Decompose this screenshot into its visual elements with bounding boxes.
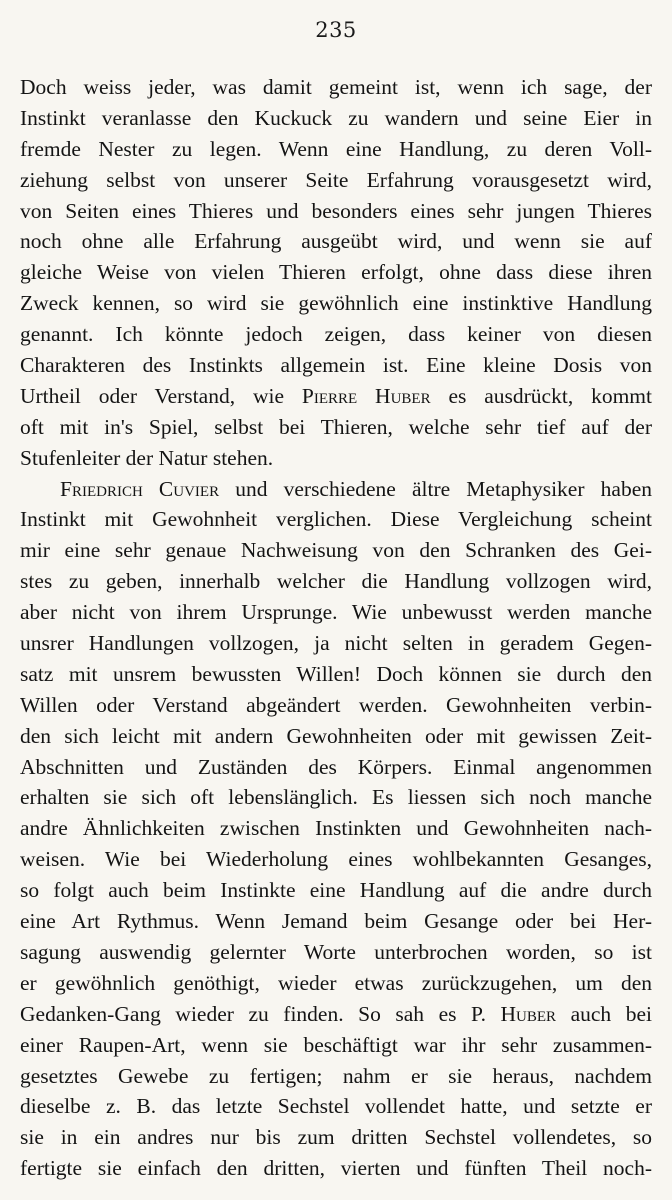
text-line: so folgt auch beim Instinkte eine Handlung auf die andre durch xyxy=(20,878,652,903)
text-line xyxy=(20,474,652,505)
text-line: fertigte sie einfach den dritten, vierten und fünften Theil noch- xyxy=(20,1156,652,1181)
text-segment: es ausdrückt, kommt xyxy=(430,383,652,408)
text-segment: und verschiedene ältre Metaphysiker haben xyxy=(219,476,652,501)
text-line: erhalten sie sich oft lebenslänglich. Es liessen sich noch manche xyxy=(20,785,652,810)
text-line: Zweck kennen, so wird sie gewöhnlich eine instinktive Handlung xyxy=(20,291,652,316)
text-line: Abschnitten und Zuständen des Körpers. Einmal angenommen xyxy=(20,754,652,779)
text-line: genannt. Ich könnte jedoch zeigen, dass keiner von diesen xyxy=(20,322,652,347)
page-number: 235 xyxy=(315,18,357,42)
text-line: sie in ein andres nur bis zum dritten Sechstel vollendetes, so xyxy=(20,1125,652,1150)
text-line: mir eine sehr genaue Nachweisung von den Schranken des Gei- xyxy=(20,538,652,563)
text-line: er gewöhnlich genöthigt, wieder etwas zurückzugehen, um den xyxy=(20,970,652,995)
text-line: Stufenleiter der Natur stehen. xyxy=(20,445,274,470)
text-line: Instinkt veranlasse den Kuckuck zu wandern und seine Eier in xyxy=(20,105,652,130)
text-line: Instinkt mit Gewohnheit verglichen. Diese Vergleichung scheint xyxy=(20,507,652,532)
small-caps-name: Huber xyxy=(500,1001,557,1026)
text-line: stes zu geben, innerhalb welcher die Handlung vollzogen wird, xyxy=(20,569,652,594)
text-line: gleiche Weise von vielen Thieren erfolgt, ohne dass diese ihren xyxy=(20,260,652,285)
text-line: von Seiten eines Thieres und besonders eines sehr jungen Thieres xyxy=(20,198,652,223)
small-caps-name: Friedrich Cuvier xyxy=(60,476,220,501)
text-line: eine Art Rythmus. Wenn Jemand beim Gesange oder bei Her- xyxy=(20,909,652,934)
body-text xyxy=(20,72,652,1184)
text-line: Doch weiss jeder, was damit gemeint ist, wenn ich sage, der xyxy=(20,75,652,99)
text-line: gesetztes Gewebe zu fertigen; nahm er sie heraus, nachdem xyxy=(20,1063,652,1088)
text-line: unsrer Handlungen vollzogen, ja nicht selten in geradem Gegen- xyxy=(20,631,652,656)
text-line: sagung auswendig gelernter Worte unterbrochen worden, so ist xyxy=(20,939,652,964)
text-line: noch ohne alle Erfahrung ausgeübt wird, und wenn sie auf xyxy=(20,229,652,254)
text-line: Charakteren des Instinkts allgemein ist. Eine kleine Dosis von xyxy=(20,353,652,378)
text-line: weisen. Wie bei Wiederholung eines wohlbekannten Gesanges, xyxy=(20,847,652,872)
text-segment: auch bei xyxy=(556,1001,652,1026)
text-line xyxy=(20,381,652,412)
text-line xyxy=(20,999,652,1030)
text-segment: Urtheil oder Verstand, wie xyxy=(20,383,302,408)
text-line: satz mit unsrem bewussten Willen! Doch können sie durch den xyxy=(20,661,652,686)
text-line: dieselbe z. B. das letzte Sechstel vollendet hatte, und setzte er xyxy=(20,1094,652,1119)
text-line: fremde Nester zu legen. Wenn eine Handlung, zu deren Voll- xyxy=(20,136,652,161)
text-segment: Gedanken-Gang wieder zu finden. So sah es P. xyxy=(20,1001,501,1026)
text-line: ziehung selbst von unserer Seite Erfahrung vorausgesetzt wird, xyxy=(20,167,652,192)
text-line: oft mit in's Spiel, selbst bei Thieren, welche sehr tief auf der xyxy=(20,414,652,439)
text-line: einer Raupen-Art, wenn sie beschäftigt war ihr sehr zusammen- xyxy=(20,1032,652,1057)
text-line: aber nicht von ihrem Ursprunge. Wie unbewusst werden manche xyxy=(20,600,652,625)
text-line: andre Ähnlichkeiten zwischen Instinkten und Gewohnheiten nach- xyxy=(20,816,652,841)
text-line: Willen oder Verstand abgeändert werden. Gewohnheiten verbin- xyxy=(20,692,652,717)
text-line: den sich leicht mit andern Gewohnheiten oder mit gewissen Zeit- xyxy=(20,723,652,748)
small-caps-name: Pierre Huber xyxy=(301,383,431,408)
